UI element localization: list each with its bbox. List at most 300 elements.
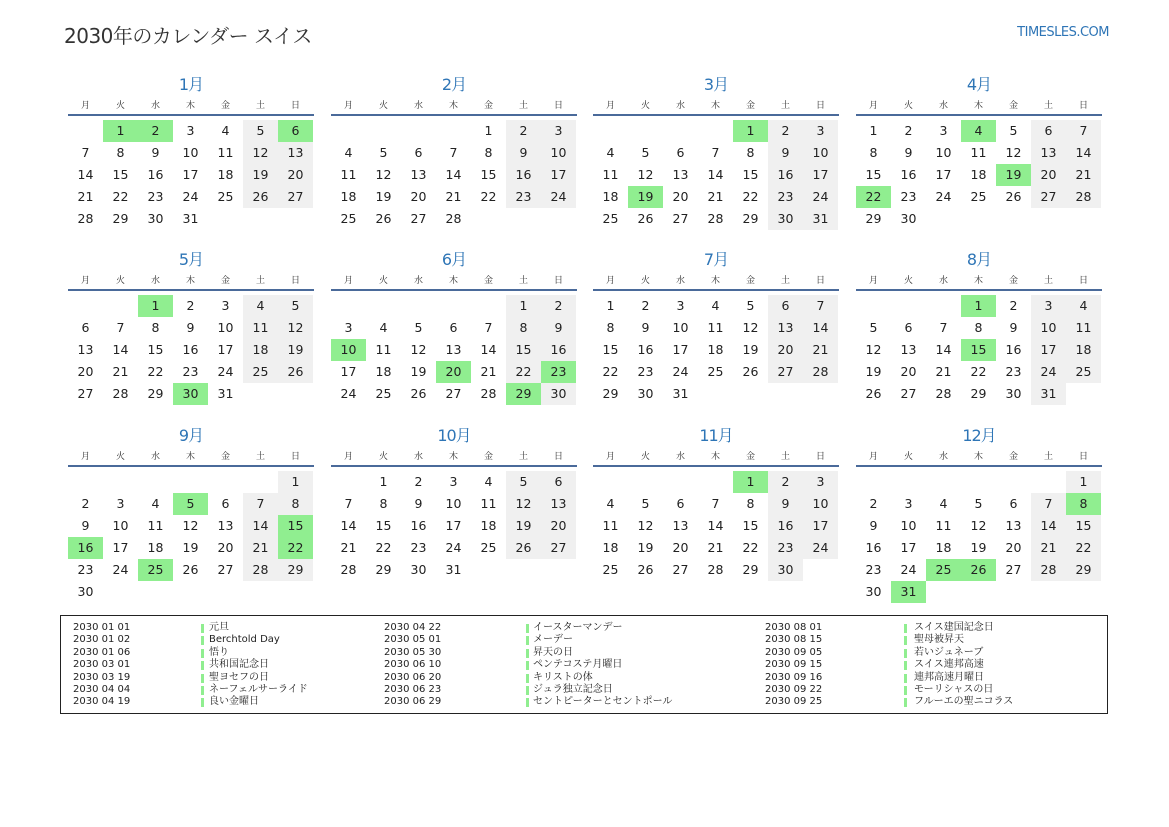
day-cell[interactable]: 9 — [768, 142, 803, 164]
day-cell[interactable]: 22 — [147, 364, 164, 379]
day-cell[interactable]: 29 — [375, 562, 392, 577]
day-cell[interactable]: 29 — [742, 211, 759, 226]
day-cell[interactable]: 26 — [278, 361, 313, 383]
day-cell[interactable]: 21 — [445, 189, 462, 204]
day-cell[interactable]: 26 — [375, 211, 392, 226]
day-cell[interactable]: 5 — [974, 496, 983, 511]
day-cell[interactable]: 20 — [217, 540, 234, 555]
day-cell[interactable]: 13 — [672, 167, 689, 182]
day-cell[interactable]: 24 — [803, 537, 838, 559]
day-cell[interactable]: 18 — [1066, 339, 1101, 361]
day-cell[interactable]: 16 — [1005, 342, 1022, 357]
day-cell[interactable]: 16 — [541, 339, 576, 361]
day-cell[interactable]: 22 — [506, 361, 541, 383]
day-cell[interactable]: 7 — [484, 320, 493, 335]
day-cell[interactable]: 26 — [637, 211, 654, 226]
day-cell[interactable]: 10 — [182, 145, 199, 160]
day-cell[interactable]: 18 — [602, 540, 619, 555]
day-cell[interactable]: 18 — [217, 167, 234, 182]
day-cell[interactable]: 11 — [340, 167, 357, 182]
day-cell[interactable]: 4 — [484, 474, 493, 489]
day-cell[interactable]: 2 — [81, 496, 90, 511]
day-cell[interactable]: 16 — [865, 540, 882, 555]
day-cell[interactable]: 27 — [278, 186, 313, 208]
day-cell[interactable]: 7 — [711, 496, 720, 511]
day-cell[interactable]: 17 — [445, 518, 462, 533]
day-cell[interactable]: 15 — [480, 167, 497, 182]
day-cell[interactable]: 23 — [182, 364, 199, 379]
day-cell[interactable]: 23 — [865, 562, 882, 577]
day-cell[interactable]: 20 — [672, 540, 689, 555]
day-cell[interactable]: 9 — [186, 320, 195, 335]
day-cell[interactable]: 23 — [768, 537, 803, 559]
day-cell[interactable]: 27 — [1005, 562, 1022, 577]
day-cell-holiday[interactable]: 1 — [961, 295, 996, 317]
day-cell[interactable]: 5 — [869, 320, 878, 335]
day-cell[interactable]: 3 — [541, 120, 576, 142]
day-cell[interactable]: 2 — [541, 295, 576, 317]
day-cell[interactable]: 26 — [637, 562, 654, 577]
day-cell[interactable]: 27 — [77, 386, 94, 401]
day-cell[interactable]: 10 — [217, 320, 234, 335]
day-cell[interactable]: 30 — [768, 208, 803, 230]
day-cell[interactable]: 10 — [541, 142, 576, 164]
day-cell[interactable]: 17 — [935, 167, 952, 182]
day-cell[interactable]: 23 — [900, 189, 917, 204]
day-cell-holiday[interactable]: 20 — [436, 361, 471, 383]
day-cell[interactable]: 8 — [746, 145, 755, 160]
day-cell-holiday[interactable]: 19 — [628, 186, 663, 208]
day-cell[interactable]: 19 — [506, 515, 541, 537]
day-cell[interactable]: 2 — [414, 474, 423, 489]
day-cell[interactable]: 29 — [1066, 559, 1101, 581]
day-cell[interactable]: 15 — [147, 342, 164, 357]
day-cell[interactable]: 26 — [410, 386, 427, 401]
day-cell[interactable]: 31 — [1031, 383, 1066, 405]
day-cell[interactable]: 4 — [939, 496, 948, 511]
day-cell-holiday[interactable]: 25 — [138, 559, 173, 581]
day-cell[interactable]: 28 — [707, 211, 724, 226]
day-cell[interactable]: 9 — [414, 496, 423, 511]
day-cell[interactable]: 5 — [1009, 123, 1018, 138]
day-cell[interactable]: 20 — [900, 364, 917, 379]
day-cell[interactable]: 4 — [606, 496, 615, 511]
day-cell-holiday[interactable]: 1 — [733, 471, 768, 493]
day-cell[interactable]: 26 — [506, 537, 541, 559]
day-cell[interactable]: 13 — [217, 518, 234, 533]
day-cell[interactable]: 24 — [445, 540, 462, 555]
day-cell[interactable]: 21 — [803, 339, 838, 361]
day-cell[interactable]: 4 — [711, 298, 720, 313]
day-cell[interactable]: 12 — [375, 167, 392, 182]
day-cell[interactable]: 30 — [900, 211, 917, 226]
day-cell[interactable]: 30 — [637, 386, 654, 401]
day-cell[interactable]: 12 — [506, 493, 541, 515]
day-cell[interactable]: 21 — [340, 540, 357, 555]
day-cell[interactable]: 3 — [676, 298, 685, 313]
day-cell[interactable]: 20 — [768, 339, 803, 361]
day-cell-holiday[interactable]: 16 — [68, 537, 103, 559]
day-cell[interactable]: 25 — [480, 540, 497, 555]
day-cell[interactable]: 20 — [77, 364, 94, 379]
day-cell-holiday[interactable]: 31 — [891, 581, 926, 603]
day-cell[interactable]: 12 — [637, 518, 654, 533]
day-cell[interactable]: 10 — [935, 145, 952, 160]
day-cell[interactable]: 14 — [935, 342, 952, 357]
day-cell[interactable]: 17 — [803, 164, 838, 186]
day-cell[interactable]: 2 — [904, 123, 913, 138]
day-cell[interactable]: 2 — [768, 120, 803, 142]
day-cell[interactable]: 29 — [278, 559, 313, 581]
day-cell[interactable]: 5 — [278, 295, 313, 317]
day-cell[interactable]: 14 — [340, 518, 357, 533]
day-cell[interactable]: 29 — [112, 211, 129, 226]
day-cell[interactable]: 8 — [746, 496, 755, 511]
day-cell[interactable]: 12 — [742, 320, 759, 335]
day-cell[interactable]: 13 — [541, 493, 576, 515]
day-cell[interactable]: 13 — [77, 342, 94, 357]
day-cell-holiday[interactable]: 23 — [541, 361, 576, 383]
day-cell[interactable]: 8 — [278, 493, 313, 515]
day-cell[interactable]: 12 — [637, 167, 654, 182]
day-cell[interactable]: 18 — [480, 518, 497, 533]
day-cell[interactable]: 25 — [602, 211, 619, 226]
day-cell[interactable]: 14 — [707, 518, 724, 533]
day-cell[interactable]: 3 — [904, 496, 913, 511]
day-cell[interactable]: 22 — [970, 364, 987, 379]
day-cell[interactable]: 11 — [707, 320, 724, 335]
day-cell-holiday[interactable]: 25 — [926, 559, 961, 581]
day-cell[interactable]: 24 — [1031, 361, 1066, 383]
day-cell[interactable]: 25 — [340, 211, 357, 226]
day-cell[interactable]: 19 — [970, 540, 987, 555]
day-cell[interactable]: 6 — [768, 295, 803, 317]
day-cell-holiday[interactable]: 29 — [506, 383, 541, 405]
day-cell[interactable]: 7 — [711, 145, 720, 160]
day-cell[interactable]: 31 — [217, 386, 234, 401]
day-cell[interactable]: 23 — [147, 189, 164, 204]
day-cell[interactable]: 25 — [1066, 361, 1101, 383]
day-cell[interactable]: 8 — [869, 145, 878, 160]
day-cell[interactable]: 7 — [243, 493, 278, 515]
day-cell[interactable]: 18 — [340, 189, 357, 204]
day-cell[interactable]: 11 — [217, 145, 234, 160]
day-cell[interactable]: 17 — [1031, 339, 1066, 361]
day-cell[interactable]: 14 — [77, 167, 94, 182]
day-cell[interactable]: 7 — [81, 145, 90, 160]
day-cell[interactable]: 24 — [672, 364, 689, 379]
day-cell[interactable]: 17 — [217, 342, 234, 357]
day-cell[interactable]: 28 — [243, 559, 278, 581]
day-cell[interactable]: 27 — [410, 211, 427, 226]
day-cell[interactable]: 26 — [243, 186, 278, 208]
day-cell[interactable]: 3 — [221, 298, 230, 313]
day-cell[interactable]: 4 — [243, 295, 278, 317]
day-cell[interactable]: 16 — [637, 342, 654, 357]
day-cell[interactable]: 6 — [904, 320, 913, 335]
day-cell[interactable]: 19 — [637, 540, 654, 555]
day-cell[interactable]: 8 — [506, 317, 541, 339]
day-cell[interactable]: 24 — [217, 364, 234, 379]
day-cell[interactable]: 23 — [506, 186, 541, 208]
day-cell[interactable]: 6 — [676, 145, 685, 160]
day-cell[interactable]: 2 — [186, 298, 195, 313]
day-cell[interactable]: 9 — [541, 317, 576, 339]
day-cell[interactable]: 13 — [445, 342, 462, 357]
day-cell[interactable]: 31 — [182, 211, 199, 226]
day-cell[interactable]: 4 — [221, 123, 230, 138]
day-cell[interactable]: 28 — [445, 211, 462, 226]
day-cell[interactable]: 15 — [742, 167, 759, 182]
day-cell[interactable]: 13 — [278, 142, 313, 164]
day-cell[interactable]: 25 — [243, 361, 278, 383]
day-cell[interactable]: 7 — [344, 496, 353, 511]
day-cell[interactable]: 20 — [1031, 164, 1066, 186]
day-cell[interactable]: 15 — [742, 518, 759, 533]
day-cell[interactable]: 5 — [641, 496, 650, 511]
day-cell[interactable]: 27 — [768, 361, 803, 383]
day-cell[interactable]: 11 — [480, 496, 497, 511]
day-cell[interactable]: 20 — [410, 189, 427, 204]
day-cell[interactable]: 18 — [602, 189, 619, 204]
day-cell[interactable]: 14 — [1031, 515, 1066, 537]
day-cell[interactable]: 29 — [970, 386, 987, 401]
day-cell[interactable]: 7 — [449, 145, 458, 160]
day-cell[interactable]: 4 — [344, 145, 353, 160]
day-cell[interactable]: 27 — [672, 562, 689, 577]
day-cell[interactable]: 1 — [484, 123, 493, 138]
day-cell[interactable]: 11 — [1066, 317, 1101, 339]
day-cell[interactable]: 12 — [410, 342, 427, 357]
day-cell[interactable]: 20 — [672, 189, 689, 204]
day-cell[interactable]: 18 — [707, 342, 724, 357]
day-cell[interactable]: 1 — [869, 123, 878, 138]
day-cell[interactable]: 9 — [506, 142, 541, 164]
day-cell-holiday[interactable]: 1 — [733, 120, 768, 142]
day-cell[interactable]: 5 — [414, 320, 423, 335]
day-cell[interactable]: 21 — [480, 364, 497, 379]
day-cell[interactable]: 11 — [602, 167, 619, 182]
day-cell[interactable]: 16 — [147, 167, 164, 182]
day-cell[interactable]: 7 — [1031, 493, 1066, 515]
day-cell[interactable]: 15 — [112, 167, 129, 182]
day-cell[interactable]: 19 — [865, 364, 882, 379]
day-cell[interactable]: 15 — [1066, 515, 1101, 537]
day-cell-holiday[interactable]: 6 — [278, 120, 313, 142]
day-cell[interactable]: 4 — [1066, 295, 1101, 317]
day-cell-holiday[interactable]: 15 — [961, 339, 996, 361]
day-cell[interactable]: 16 — [768, 164, 803, 186]
day-cell[interactable]: 24 — [112, 562, 129, 577]
day-cell[interactable]: 3 — [803, 120, 838, 142]
day-cell[interactable]: 2 — [1009, 298, 1018, 313]
day-cell[interactable]: 18 — [243, 339, 278, 361]
day-cell[interactable]: 31 — [445, 562, 462, 577]
day-cell[interactable]: 8 — [116, 145, 125, 160]
day-cell[interactable]: 6 — [449, 320, 458, 335]
day-cell[interactable]: 3 — [186, 123, 195, 138]
day-cell[interactable]: 6 — [81, 320, 90, 335]
day-cell[interactable]: 13 — [672, 518, 689, 533]
day-cell[interactable]: 4 — [379, 320, 388, 335]
day-cell[interactable]: 17 — [182, 167, 199, 182]
day-cell[interactable]: 10 — [672, 320, 689, 335]
day-cell[interactable]: 12 — [182, 518, 199, 533]
day-cell[interactable]: 13 — [1031, 142, 1066, 164]
day-cell[interactable]: 14 — [112, 342, 129, 357]
day-cell[interactable]: 23 — [410, 540, 427, 555]
day-cell[interactable]: 10 — [803, 493, 838, 515]
day-cell[interactable]: 1 — [606, 298, 615, 313]
day-cell[interactable]: 12 — [865, 342, 882, 357]
day-cell[interactable]: 30 — [865, 584, 882, 599]
day-cell[interactable]: 14 — [803, 317, 838, 339]
day-cell[interactable]: 30 — [410, 562, 427, 577]
day-cell[interactable]: 2 — [641, 298, 650, 313]
brand-link[interactable]: TIMESLES.COM — [1017, 25, 1109, 40]
day-cell[interactable]: 15 — [506, 339, 541, 361]
day-cell[interactable]: 9 — [1009, 320, 1018, 335]
day-cell[interactable]: 30 — [541, 383, 576, 405]
day-cell[interactable]: 27 — [672, 211, 689, 226]
day-cell[interactable]: 1 — [506, 295, 541, 317]
day-cell[interactable]: 13 — [410, 167, 427, 182]
day-cell[interactable]: 16 — [506, 164, 541, 186]
day-cell[interactable]: 31 — [803, 208, 838, 230]
day-cell[interactable]: 2 — [869, 496, 878, 511]
day-cell[interactable]: 3 — [939, 123, 948, 138]
day-cell[interactable]: 22 — [375, 540, 392, 555]
day-cell[interactable]: 11 — [375, 342, 392, 357]
day-cell-holiday[interactable]: 10 — [331, 339, 366, 361]
day-cell[interactable]: 22 — [1066, 537, 1101, 559]
day-cell[interactable]: 18 — [935, 540, 952, 555]
day-cell-holiday[interactable]: 4 — [961, 120, 996, 142]
day-cell[interactable]: 19 — [742, 342, 759, 357]
day-cell[interactable]: 14 — [707, 167, 724, 182]
day-cell[interactable]: 30 — [768, 559, 803, 581]
day-cell[interactable]: 10 — [445, 496, 462, 511]
day-cell[interactable]: 15 — [865, 167, 882, 182]
day-cell[interactable]: 6 — [414, 145, 423, 160]
day-cell[interactable]: 23 — [1005, 364, 1022, 379]
day-cell[interactable]: 29 — [147, 386, 164, 401]
day-cell[interactable]: 14 — [445, 167, 462, 182]
day-cell[interactable]: 20 — [278, 164, 313, 186]
day-cell[interactable]: 11 — [243, 317, 278, 339]
day-cell[interactable]: 17 — [541, 164, 576, 186]
day-cell[interactable]: 21 — [935, 364, 952, 379]
day-cell[interactable]: 11 — [147, 518, 164, 533]
day-cell-holiday[interactable]: 19 — [996, 164, 1031, 186]
day-cell[interactable]: 12 — [970, 518, 987, 533]
day-cell[interactable]: 9 — [869, 518, 878, 533]
day-cell[interactable]: 8 — [606, 320, 615, 335]
day-cell[interactable]: 21 — [77, 189, 94, 204]
day-cell[interactable]: 2 — [506, 120, 541, 142]
day-cell[interactable]: 20 — [1005, 540, 1022, 555]
day-cell[interactable]: 5 — [641, 145, 650, 160]
day-cell[interactable]: 28 — [77, 211, 94, 226]
day-cell[interactable]: 17 — [900, 540, 917, 555]
day-cell[interactable]: 29 — [602, 386, 619, 401]
day-cell[interactable]: 24 — [182, 189, 199, 204]
day-cell[interactable]: 28 — [707, 562, 724, 577]
day-cell[interactable]: 25 — [970, 189, 987, 204]
day-cell[interactable]: 21 — [1066, 164, 1101, 186]
day-cell[interactable]: 8 — [151, 320, 160, 335]
day-cell[interactable]: 22 — [112, 189, 129, 204]
day-cell[interactable]: 21 — [707, 540, 724, 555]
day-cell[interactable]: 7 — [116, 320, 125, 335]
day-cell[interactable]: 24 — [803, 186, 838, 208]
day-cell[interactable]: 11 — [935, 518, 952, 533]
day-cell-holiday[interactable]: 15 — [278, 515, 313, 537]
day-cell[interactable]: 7 — [1066, 120, 1101, 142]
day-cell[interactable]: 1 — [1066, 471, 1101, 493]
day-cell[interactable]: 2 — [768, 471, 803, 493]
day-cell[interactable]: 7 — [803, 295, 838, 317]
day-cell[interactable]: 11 — [602, 518, 619, 533]
day-cell[interactable]: 3 — [344, 320, 353, 335]
day-cell[interactable]: 3 — [1031, 295, 1066, 317]
day-cell[interactable]: 23 — [637, 364, 654, 379]
day-cell[interactable]: 12 — [278, 317, 313, 339]
day-cell[interactable]: 27 — [445, 386, 462, 401]
day-cell[interactable]: 24 — [900, 562, 917, 577]
day-cell[interactable]: 6 — [1031, 120, 1066, 142]
day-cell[interactable]: 17 — [672, 342, 689, 357]
day-cell[interactable]: 27 — [900, 386, 917, 401]
day-cell-holiday[interactable]: 2 — [138, 120, 173, 142]
day-cell[interactable]: 7 — [939, 320, 948, 335]
day-cell[interactable]: 18 — [375, 364, 392, 379]
day-cell[interactable]: 30 — [1005, 386, 1022, 401]
day-cell[interactable]: 16 — [768, 515, 803, 537]
day-cell[interactable]: 6 — [221, 496, 230, 511]
day-cell[interactable]: 13 — [900, 342, 917, 357]
day-cell[interactable]: 10 — [900, 518, 917, 533]
day-cell[interactable]: 28 — [340, 562, 357, 577]
day-cell-holiday[interactable]: 1 — [138, 295, 173, 317]
day-cell[interactable]: 19 — [375, 189, 392, 204]
day-cell[interactable]: 15 — [602, 342, 619, 357]
day-cell[interactable]: 19 — [410, 364, 427, 379]
day-cell[interactable]: 12 — [243, 142, 278, 164]
day-cell-holiday[interactable]: 1 — [103, 120, 138, 142]
day-cell[interactable]: 29 — [742, 562, 759, 577]
day-cell[interactable]: 3 — [116, 496, 125, 511]
day-cell[interactable]: 26 — [742, 364, 759, 379]
day-cell[interactable]: 14 — [243, 515, 278, 537]
day-cell[interactable]: 1 — [379, 474, 388, 489]
day-cell[interactable]: 22 — [742, 189, 759, 204]
day-cell[interactable]: 24 — [935, 189, 952, 204]
day-cell[interactable]: 10 — [1031, 317, 1066, 339]
day-cell[interactable]: 16 — [182, 342, 199, 357]
day-cell[interactable]: 21 — [243, 537, 278, 559]
day-cell[interactable]: 22 — [742, 540, 759, 555]
day-cell[interactable]: 8 — [379, 496, 388, 511]
day-cell[interactable]: 27 — [217, 562, 234, 577]
day-cell[interactable]: 26 — [182, 562, 199, 577]
day-cell[interactable]: 23 — [768, 186, 803, 208]
day-cell[interactable]: 6 — [541, 471, 576, 493]
day-cell[interactable]: 9 — [904, 145, 913, 160]
day-cell[interactable]: 16 — [410, 518, 427, 533]
day-cell[interactable]: 28 — [480, 386, 497, 401]
day-cell[interactable]: 30 — [147, 211, 164, 226]
